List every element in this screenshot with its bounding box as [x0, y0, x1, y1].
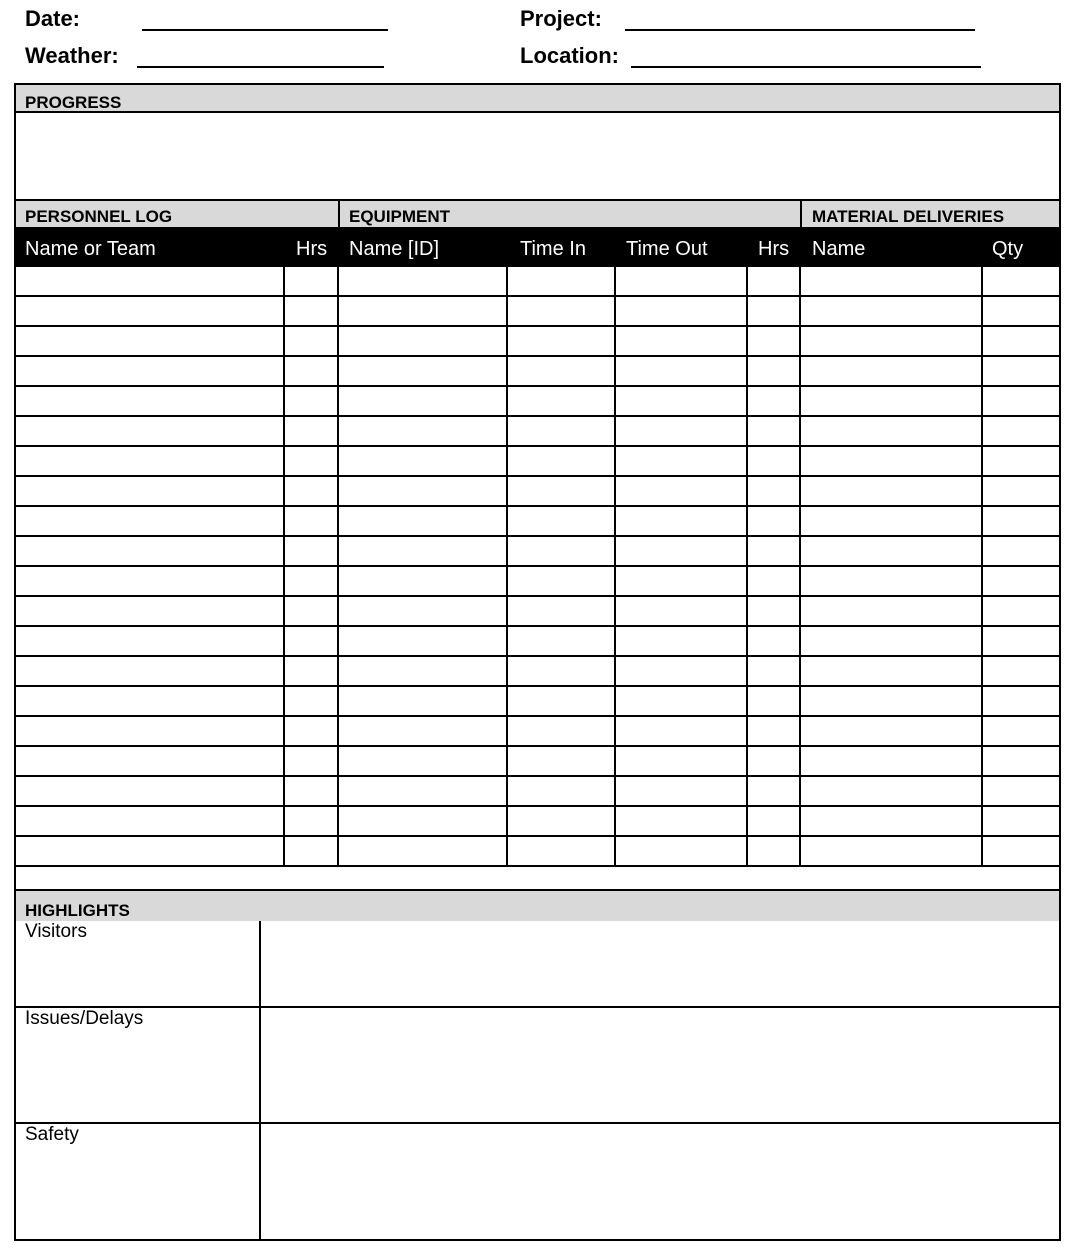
- personnel-hrs-cell[interactable]: [285, 537, 339, 565]
- weather-label: Weather:: [25, 43, 119, 68]
- equipment-time-in-cell[interactable]: [508, 837, 616, 865]
- location-label: Location:: [520, 43, 619, 68]
- equipment-name-cell[interactable]: [339, 507, 508, 535]
- material-qty-cell[interactable]: [983, 657, 1059, 685]
- personnel-name-cell[interactable]: [16, 297, 285, 325]
- equipment-time-in-cell[interactable]: [508, 597, 616, 625]
- progress-area[interactable]: [16, 113, 1059, 201]
- equipment-name-cell[interactable]: [339, 807, 508, 835]
- equipment-time-in-cell[interactable]: [508, 537, 616, 565]
- table-row: [16, 657, 1059, 687]
- equipment-hrs-cell[interactable]: [748, 477, 801, 505]
- progress-header: [16, 85, 1059, 113]
- personnel-hrs-cell[interactable]: [285, 327, 339, 355]
- equipment-name-cell[interactable]: [339, 447, 508, 475]
- progress-title: PROGRESS: [25, 93, 122, 112]
- weather-field[interactable]: [137, 66, 384, 68]
- equipment-time-out-cell[interactable]: [616, 687, 748, 715]
- personnel-hrs-cell[interactable]: [285, 417, 339, 445]
- grid-footer-spacer: [16, 867, 1059, 891]
- table-row: [16, 627, 1059, 657]
- equipment-time-out-cell[interactable]: [616, 837, 748, 865]
- daily-report-form: [14, 83, 1061, 1241]
- equipment-hrs-cell[interactable]: [748, 807, 801, 835]
- equipment-time-in-cell[interactable]: [508, 297, 616, 325]
- equipment-name-cell[interactable]: [339, 387, 508, 415]
- personnel-hrs-cell[interactable]: [285, 747, 339, 775]
- personnel-name-cell[interactable]: [16, 507, 285, 535]
- equipment-time-in-cell[interactable]: [508, 447, 616, 475]
- equipment-hrs-cell[interactable]: [748, 837, 801, 865]
- table-row: [16, 687, 1059, 717]
- material-name-cell[interactable]: [801, 687, 983, 715]
- equipment-time-out-cell[interactable]: [616, 747, 748, 775]
- col-personnel-name: Name or Team: [25, 238, 156, 260]
- material-name-cell[interactable]: [801, 447, 983, 475]
- personnel-name-cell[interactable]: [16, 327, 285, 355]
- equipment-time-out-cell[interactable]: [616, 597, 748, 625]
- table-row: [16, 387, 1059, 417]
- material-name-cell[interactable]: [801, 627, 983, 655]
- material-qty-cell[interactable]: [983, 567, 1059, 595]
- personnel-hrs-cell[interactable]: [285, 267, 339, 295]
- table-row: [16, 477, 1059, 507]
- equipment-name-cell[interactable]: [339, 657, 508, 685]
- equipment-name-cell[interactable]: [339, 327, 508, 355]
- column-header-bar: [16, 227, 1059, 267]
- project-field[interactable]: [625, 29, 975, 31]
- personnel-name-cell[interactable]: [16, 717, 285, 745]
- personnel-name-cell[interactable]: [16, 837, 285, 865]
- highlights-header: [16, 891, 1059, 921]
- equipment-time-in-cell[interactable]: [508, 507, 616, 535]
- material-qty-cell[interactable]: [983, 747, 1059, 775]
- table-row: [16, 507, 1059, 537]
- material-qty-cell[interactable]: [983, 687, 1059, 715]
- equipment-time-in-cell[interactable]: [508, 567, 616, 595]
- equipment-name-cell[interactable]: [339, 597, 508, 625]
- location-field[interactable]: [631, 66, 981, 68]
- personnel-hrs-cell[interactable]: [285, 627, 339, 655]
- equipment-time-out-cell[interactable]: [616, 507, 748, 535]
- equipment-hrs-cell[interactable]: [748, 567, 801, 595]
- equipment-name-cell[interactable]: [339, 267, 508, 295]
- equipment-hrs-cell[interactable]: [748, 357, 801, 385]
- equipment-hrs-cell[interactable]: [748, 537, 801, 565]
- material-name-cell[interactable]: [801, 837, 983, 865]
- highlights-title: HIGHLIGHTS: [25, 901, 130, 920]
- material-qty-cell[interactable]: [983, 627, 1059, 655]
- personnel-hrs-cell[interactable]: [285, 657, 339, 685]
- personnel-name-cell[interactable]: [16, 627, 285, 655]
- personnel-name-cell[interactable]: [16, 807, 285, 835]
- material-name-cell[interactable]: [801, 807, 983, 835]
- material-name-cell[interactable]: [801, 387, 983, 415]
- equipment-name-cell[interactable]: [339, 297, 508, 325]
- log-grid: [16, 267, 1059, 867]
- equipment-hrs-cell[interactable]: [748, 687, 801, 715]
- equipment-time-out-cell[interactable]: [616, 567, 748, 595]
- material-name-cell[interactable]: [801, 417, 983, 445]
- equipment-name-cell[interactable]: [339, 417, 508, 445]
- visitors-field[interactable]: [261, 921, 1059, 1006]
- equipment-time-out-cell[interactable]: [616, 357, 748, 385]
- personnel-hrs-cell[interactable]: [285, 297, 339, 325]
- table-row: [16, 267, 1059, 297]
- equipment-hrs-cell[interactable]: [748, 597, 801, 625]
- log-section-headers: [16, 201, 1059, 227]
- equipment-time-in-cell[interactable]: [508, 687, 616, 715]
- material-name-cell[interactable]: [801, 297, 983, 325]
- personnel-name-cell[interactable]: [16, 537, 285, 565]
- table-row: [16, 837, 1059, 867]
- equipment-time-out-cell[interactable]: [616, 777, 748, 805]
- equipment-time-out-cell[interactable]: [616, 417, 748, 445]
- highlights-visitors-row: [16, 921, 1059, 1008]
- personnel-hrs-cell[interactable]: [285, 507, 339, 535]
- material-name-cell[interactable]: [801, 507, 983, 535]
- table-row: [16, 807, 1059, 837]
- material-qty-cell[interactable]: [983, 357, 1059, 385]
- equipment-time-in-cell[interactable]: [508, 267, 616, 295]
- equipment-name-cell[interactable]: [339, 627, 508, 655]
- personnel-log-title: PERSONNEL LOG: [25, 207, 173, 226]
- table-row: [16, 717, 1059, 747]
- equipment-hrs-cell[interactable]: [748, 447, 801, 475]
- equipment-time-in-cell[interactable]: [508, 747, 616, 775]
- table-row: [16, 747, 1059, 777]
- equipment-time-out-cell[interactable]: [616, 297, 748, 325]
- table-row: [16, 567, 1059, 597]
- personnel-hrs-cell[interactable]: [285, 717, 339, 745]
- personnel-hrs-cell[interactable]: [285, 447, 339, 475]
- material-qty-cell[interactable]: [983, 267, 1059, 295]
- highlights-safety-row: [16, 1124, 1059, 1239]
- table-row: [16, 537, 1059, 567]
- equipment-time-out-cell[interactable]: [616, 327, 748, 355]
- personnel-hrs-cell[interactable]: [285, 387, 339, 415]
- material-qty-cell[interactable]: [983, 537, 1059, 565]
- personnel-name-cell[interactable]: [16, 777, 285, 805]
- table-row: [16, 417, 1059, 447]
- personnel-name-cell[interactable]: [16, 687, 285, 715]
- material-qty-cell[interactable]: [983, 597, 1059, 625]
- date-field[interactable]: [142, 29, 388, 31]
- equipment-time-out-cell[interactable]: [616, 267, 748, 295]
- equipment-hrs-cell[interactable]: [748, 297, 801, 325]
- equipment-time-in-cell[interactable]: [508, 387, 616, 415]
- material-qty-cell[interactable]: [983, 717, 1059, 745]
- equipment-time-out-cell[interactable]: [616, 537, 748, 565]
- equipment-name-cell[interactable]: [339, 777, 508, 805]
- material-qty-cell[interactable]: [983, 447, 1059, 475]
- material-qty-cell[interactable]: [983, 777, 1059, 805]
- personnel-name-cell[interactable]: [16, 267, 285, 295]
- personnel-name-cell[interactable]: [16, 447, 285, 475]
- personnel-hrs-cell[interactable]: [285, 597, 339, 625]
- equipment-hrs-cell[interactable]: [748, 507, 801, 535]
- material-qty-cell[interactable]: [983, 297, 1059, 325]
- equipment-name-cell[interactable]: [339, 567, 508, 595]
- personnel-name-cell[interactable]: [16, 597, 285, 625]
- equipment-title: EQUIPMENT: [349, 207, 451, 226]
- personnel-hrs-cell[interactable]: [285, 777, 339, 805]
- equipment-hrs-cell[interactable]: [748, 417, 801, 445]
- personnel-hrs-cell[interactable]: [285, 687, 339, 715]
- material-name-cell[interactable]: [801, 717, 983, 745]
- col-equipment-time-out: Time Out: [626, 238, 708, 260]
- material-name-cell[interactable]: [801, 357, 983, 385]
- material-qty-cell[interactable]: [983, 477, 1059, 505]
- personnel-name-cell[interactable]: [16, 747, 285, 775]
- table-row: [16, 597, 1059, 627]
- personnel-name-cell[interactable]: [16, 387, 285, 415]
- equipment-name-cell[interactable]: [339, 477, 508, 505]
- equipment-hrs-cell[interactable]: [748, 657, 801, 685]
- personnel-hrs-cell[interactable]: [285, 567, 339, 595]
- material-name-cell[interactable]: [801, 267, 983, 295]
- project-label: Project:: [520, 6, 602, 31]
- safety-label: Safety: [25, 1124, 79, 1145]
- equipment-hrs-cell[interactable]: [748, 747, 801, 775]
- issues-delays-label: Issues/Delays: [25, 1008, 144, 1029]
- col-equipment-name: Name [ID]: [349, 238, 440, 260]
- col-material-name: Name: [812, 238, 866, 260]
- equipment-time-in-cell[interactable]: [508, 327, 616, 355]
- equipment-name-cell[interactable]: [339, 537, 508, 565]
- equipment-time-out-cell[interactable]: [616, 387, 748, 415]
- equipment-time-in-cell[interactable]: [508, 417, 616, 445]
- col-personnel-hrs: Hrs: [296, 238, 328, 260]
- visitors-label: Visitors: [25, 921, 87, 942]
- issues-delays-field[interactable]: [261, 1008, 1059, 1122]
- personnel-name-cell[interactable]: [16, 417, 285, 445]
- material-name-cell[interactable]: [801, 597, 983, 625]
- equipment-time-out-cell[interactable]: [616, 807, 748, 835]
- personnel-name-cell[interactable]: [16, 657, 285, 685]
- material-deliveries-title: MATERIAL DELIVERIES: [812, 207, 1005, 226]
- equipment-time-in-cell[interactable]: [508, 777, 616, 805]
- personnel-name-cell[interactable]: [16, 477, 285, 505]
- personnel-name-cell[interactable]: [16, 567, 285, 595]
- equipment-time-out-cell[interactable]: [616, 447, 748, 475]
- equipment-time-out-cell[interactable]: [616, 477, 748, 505]
- equipment-time-in-cell[interactable]: [508, 657, 616, 685]
- table-row: [16, 777, 1059, 807]
- date-label: Date:: [25, 6, 81, 31]
- equipment-hrs-cell[interactable]: [748, 327, 801, 355]
- material-name-cell[interactable]: [801, 327, 983, 355]
- equipment-time-out-cell[interactable]: [616, 717, 748, 745]
- personnel-hrs-cell[interactable]: [285, 357, 339, 385]
- material-name-cell[interactable]: [801, 567, 983, 595]
- table-row: [16, 357, 1059, 387]
- equipment-time-in-cell[interactable]: [508, 357, 616, 385]
- equipment-name-cell[interactable]: [339, 837, 508, 865]
- equipment-hrs-cell[interactable]: [748, 267, 801, 295]
- equipment-time-in-cell[interactable]: [508, 717, 616, 745]
- material-qty-cell[interactable]: [983, 807, 1059, 835]
- material-qty-cell[interactable]: [983, 327, 1059, 355]
- personnel-hrs-cell[interactable]: [285, 837, 339, 865]
- equipment-time-in-cell[interactable]: [508, 807, 616, 835]
- highlights-issues-row: [16, 1008, 1059, 1124]
- personnel-hrs-cell[interactable]: [285, 807, 339, 835]
- col-equipment-time-in: Time In: [520, 238, 586, 260]
- equipment-hrs-cell[interactable]: [748, 717, 801, 745]
- material-qty-cell[interactable]: [983, 417, 1059, 445]
- equipment-name-cell[interactable]: [339, 747, 508, 775]
- equipment-time-out-cell[interactable]: [616, 627, 748, 655]
- equipment-name-cell[interactable]: [339, 357, 508, 385]
- safety-field[interactable]: [261, 1124, 1059, 1239]
- equipment-hrs-cell[interactable]: [748, 627, 801, 655]
- col-equipment-hrs: Hrs: [758, 238, 790, 260]
- material-name-cell[interactable]: [801, 657, 983, 685]
- table-row: [16, 297, 1059, 327]
- equipment-name-cell[interactable]: [339, 717, 508, 745]
- material-qty-cell[interactable]: [983, 507, 1059, 535]
- equipment-time-in-cell[interactable]: [508, 627, 616, 655]
- material-qty-cell[interactable]: [983, 837, 1059, 865]
- material-name-cell[interactable]: [801, 477, 983, 505]
- material-name-cell[interactable]: [801, 537, 983, 565]
- personnel-name-cell[interactable]: [16, 357, 285, 385]
- equipment-name-cell[interactable]: [339, 687, 508, 715]
- col-material-qty: Qty: [992, 238, 1024, 260]
- table-row: [16, 327, 1059, 357]
- equipment-time-in-cell[interactable]: [508, 477, 616, 505]
- material-name-cell[interactable]: [801, 747, 983, 775]
- equipment-time-out-cell[interactable]: [616, 657, 748, 685]
- material-qty-cell[interactable]: [983, 387, 1059, 415]
- equipment-hrs-cell[interactable]: [748, 387, 801, 415]
- personnel-hrs-cell[interactable]: [285, 477, 339, 505]
- material-name-cell[interactable]: [801, 777, 983, 805]
- table-row: [16, 447, 1059, 477]
- equipment-hrs-cell[interactable]: [748, 777, 801, 805]
